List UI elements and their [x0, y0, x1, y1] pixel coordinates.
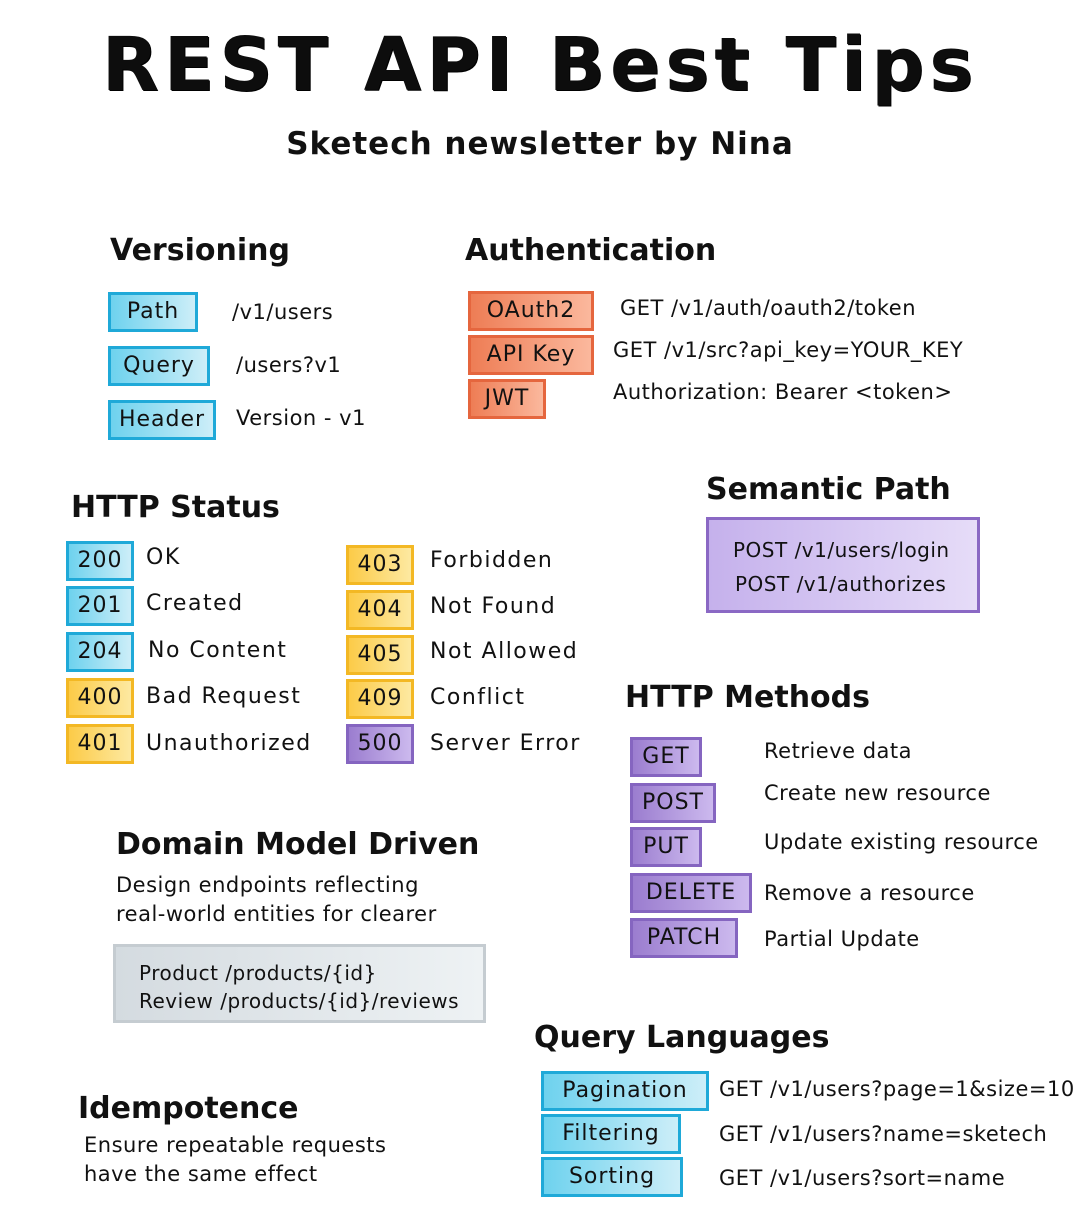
- status-code-409: 409: [346, 679, 414, 719]
- query-languages-heading: Query Languages: [534, 1020, 830, 1055]
- status-code-403: 403: [346, 545, 414, 585]
- method-tag-post: POST: [630, 783, 716, 823]
- query-tag-filtering: Filtering: [541, 1114, 681, 1154]
- versioning-tag-query: Query: [108, 346, 210, 386]
- status-code-201: 201: [66, 586, 134, 626]
- auth-example-jwt: Authorization: Bearer <token>: [613, 380, 953, 404]
- query-example-pagination: GET /v1/users?page=1&size=10: [719, 1077, 1075, 1101]
- status-text-404: Not Found: [430, 594, 557, 619]
- status-code-405: 405: [346, 635, 414, 675]
- semantic-path-line-2: POST /v1/authorizes: [735, 572, 947, 596]
- domain-model-desc-line-2: real-world entities for clearer: [116, 902, 437, 926]
- http-status-heading: HTTP Status: [71, 490, 280, 525]
- status-code-404: 404: [346, 590, 414, 630]
- status-text-500: Server Error: [430, 731, 581, 756]
- status-code-204: 204: [66, 632, 134, 672]
- auth-tag-apikey: API Key: [468, 335, 594, 375]
- auth-example-oauth2: GET /v1/auth/oauth2/token: [620, 296, 917, 320]
- semantic-path-line-1: POST /v1/users/login: [733, 538, 950, 562]
- method-tag-patch: PATCH: [630, 918, 738, 958]
- versioning-heading: Versioning: [110, 233, 290, 268]
- status-text-204: No Content: [148, 638, 288, 663]
- method-tag-get: GET: [630, 737, 702, 777]
- method-desc-patch: Partial Update: [764, 927, 920, 951]
- domain-model-line-1: Product /products/{id}: [139, 961, 377, 985]
- domain-model-line-2: Review /products/{id}/reviews: [139, 989, 460, 1013]
- domain-model-heading: Domain Model Driven: [116, 827, 480, 862]
- status-text-409: Conflict: [430, 685, 526, 710]
- versioning-tag-path: Path: [108, 292, 198, 332]
- status-code-500: 500: [346, 724, 414, 764]
- versioning-example-query: /users?v1: [236, 353, 342, 377]
- authentication-heading: Authentication: [465, 233, 717, 268]
- versioning-example-path: /v1/users: [232, 300, 334, 324]
- status-code-401: 401: [66, 724, 134, 764]
- query-tag-pagination: Pagination: [541, 1071, 709, 1111]
- status-code-400: 400: [66, 678, 134, 718]
- status-code-200: 200: [66, 541, 134, 581]
- idempotence-desc-line-1: Ensure repeatable requests: [84, 1133, 387, 1157]
- status-text-403: Forbidden: [430, 548, 554, 573]
- status-text-405: Not Allowed: [430, 639, 579, 664]
- method-desc-get: Retrieve data: [764, 739, 913, 763]
- page-subtitle: Sketech newsletter by Nina: [286, 126, 794, 162]
- idempotence-desc-line-2: have the same effect: [84, 1162, 318, 1186]
- page-title: REST API Best Tips: [101, 22, 979, 108]
- auth-example-apikey: GET /v1/src?api_key=YOUR_KEY: [613, 338, 964, 362]
- query-example-filtering: GET /v1/users?name=sketech: [719, 1122, 1048, 1146]
- status-text-201: Created: [146, 591, 244, 616]
- method-desc-post: Create new resource: [764, 781, 991, 805]
- domain-model-box: [113, 944, 486, 1023]
- semantic-path-heading: Semantic Path: [706, 472, 951, 507]
- method-desc-put: Update existing resource: [764, 830, 1039, 854]
- status-text-401: Unauthorized: [146, 731, 312, 756]
- versioning-example-header: Version - v1: [236, 406, 366, 430]
- versioning-tag-header: Header: [108, 400, 216, 440]
- auth-tag-oauth2: OAuth2: [468, 291, 594, 331]
- status-text-200: OK: [146, 545, 181, 570]
- method-desc-delete: Remove a resource: [764, 881, 975, 905]
- auth-tag-jwt: JWT: [468, 379, 546, 419]
- method-tag-delete: DELETE: [630, 873, 752, 913]
- query-example-sorting: GET /v1/users?sort=name: [719, 1166, 1006, 1190]
- http-methods-heading: HTTP Methods: [625, 680, 870, 715]
- idempotence-heading: Idempotence: [78, 1091, 299, 1126]
- status-text-400: Bad Request: [146, 684, 302, 709]
- query-tag-sorting: Sorting: [541, 1157, 683, 1197]
- domain-model-desc-line-1: Design endpoints reflecting: [116, 873, 419, 897]
- method-tag-put: PUT: [630, 827, 702, 867]
- semantic-path-box: [706, 517, 980, 613]
